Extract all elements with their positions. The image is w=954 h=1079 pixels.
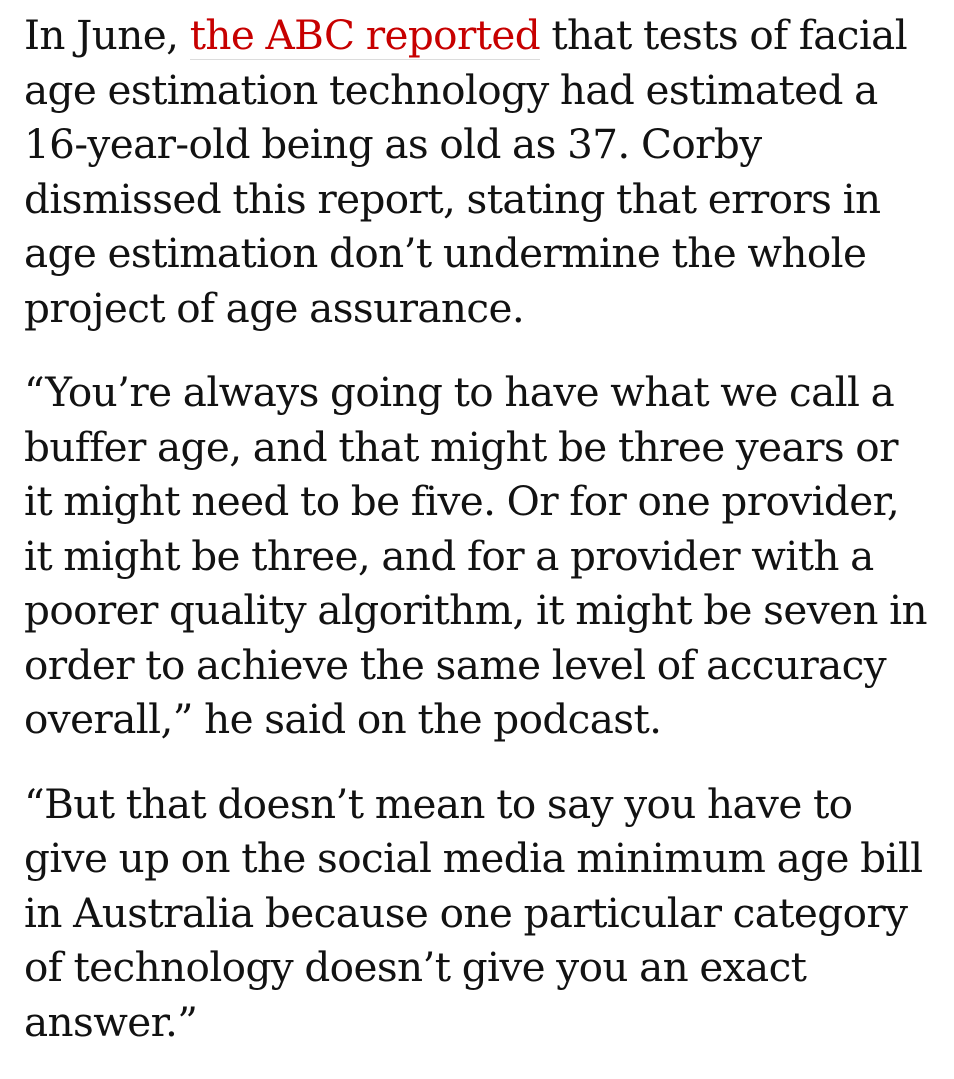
article-body bbox=[24, 8, 934, 1079]
paragraph-lead-text: In June, bbox=[24, 11, 190, 59]
paragraph-minimum-age-bill-quote: “But that doesn’t mean to say you have to give up on the social media minimum age bill in Australia because one particular category of technology doesn’t give you an exact answer.” bbox=[24, 779, 923, 1046]
abc-reported-link[interactable]: the ABC reported bbox=[189, 11, 541, 59]
paragraph-buffer-age-quote: “You’re always going to have what we call a buffer age, and that might be three years or it might need to be five. Or for one provider, it might be three, and for a provider with a poorer quality algorithm, it might be seven in order to achieve the same level of accuracy overall,” he said on the podcast. bbox=[24, 368, 927, 743]
paragraph-rest-text: that tests of facial age estimation technology had estimated a 16-year-old being as old as 37. Corby dismissed this report, stating that errors in age estimation don’t undermine the whole project of age assurance. bbox=[24, 11, 908, 332]
paragraph-abc-report bbox=[24, 8, 934, 335]
